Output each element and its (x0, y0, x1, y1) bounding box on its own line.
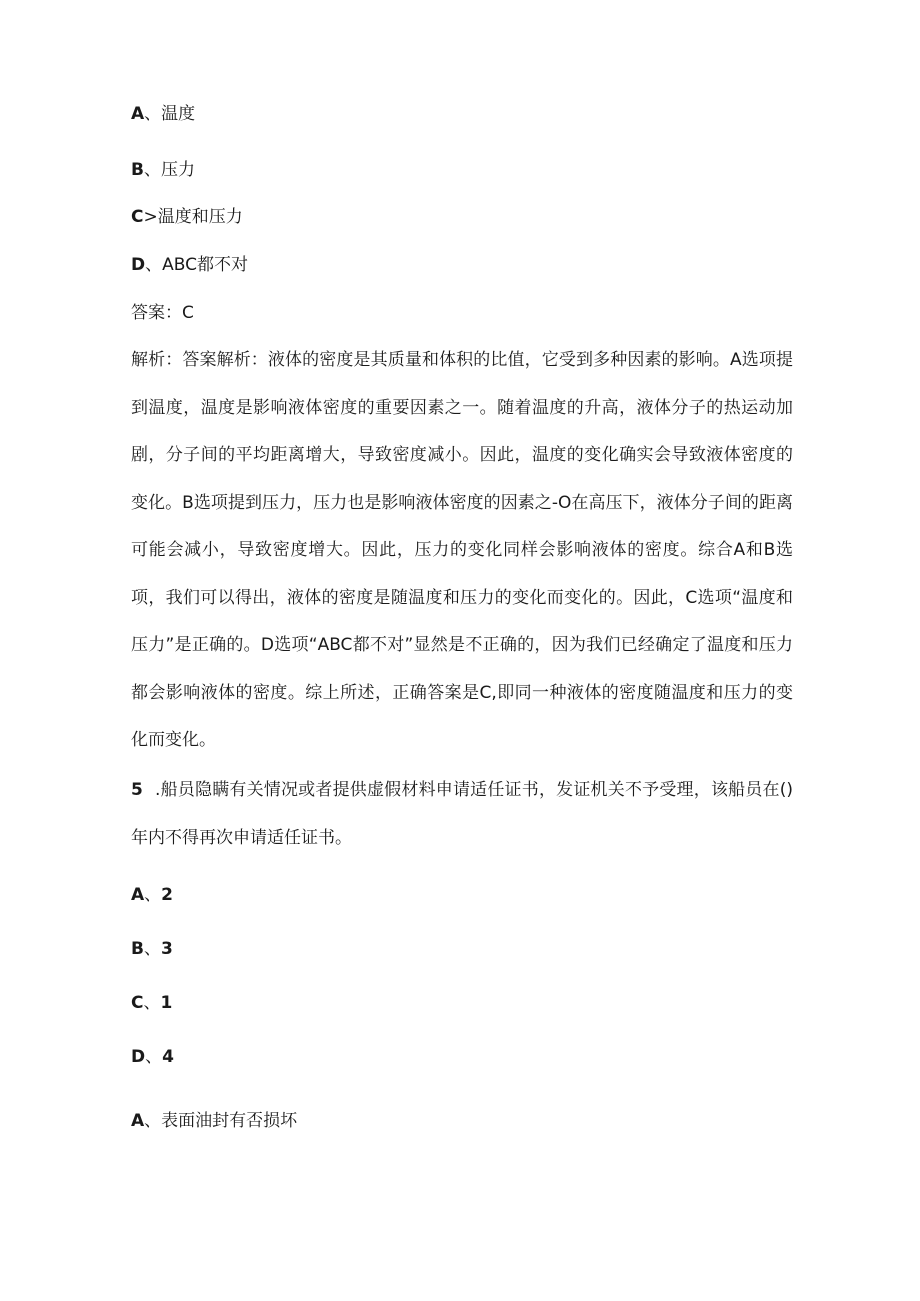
option-c (131, 207, 243, 227)
question-text: .船员隐瞒有关情况或者提供虚假材料申请适任证书，发证机关不予受理，该船员在()年内不得再次申请适任证书。 (131, 780, 793, 848)
q5-option-a (131, 885, 173, 905)
option-letter: A (131, 885, 145, 905)
option-separator: 、 (145, 1047, 163, 1067)
question-5 (131, 767, 793, 862)
option-b (131, 160, 195, 180)
option-separator: 、 (144, 885, 162, 905)
option-separator: 、 (143, 993, 161, 1013)
option-text: 2 (161, 885, 174, 905)
option-separator: 、 (145, 255, 163, 275)
answer-line: 答案：C (131, 303, 194, 323)
q5-option-b (131, 939, 173, 959)
option-text: ABC都不对 (162, 255, 248, 275)
option-text: 1 (160, 993, 173, 1013)
option-letter: D (131, 255, 146, 275)
option-letter: A (131, 104, 145, 124)
option-separator: > (143, 207, 158, 227)
next-option-a (131, 1111, 297, 1131)
option-a (131, 104, 195, 124)
question-number: 5 (131, 780, 143, 800)
q5-option-d (131, 1047, 174, 1067)
option-letter: C (131, 207, 144, 227)
analysis-paragraph: 解析：答案解析：液体的密度是其质量和体积的比值，它受到多种因素的影响。A选项提到温度，温度是影响液体密度的重要因素之一。随着温度的升高，液体分子的热运动加剧，分子间的平均距离增大，导致密度减小。因此，温度的变化确实会导致液体密度的变化。B选项提到压力，压力也是影响液体密度的因素之-O在高压下，液体分子间的距离可能会减小，导致密度增大。因此，压力的变化同样会影响液体的密度。综合A和B选项，我们可以得出，液体的密度是随温度和压力的变化而变化的。因此，C选项“温度和压力”是正确的。D选项“ABC都不对”显然是不正确的，因为我们已经确定了温度和压力都会影响液体的密度。综上所述，正确答案是C,即同一种液体的密度随温度和压力的变化而变化。 (131, 350, 793, 750)
option-separator: 、 (143, 160, 161, 180)
option-separator: 、 (144, 1111, 162, 1131)
option-separator: 、 (144, 104, 162, 124)
option-text: 3 (160, 939, 173, 959)
option-text: 温度和压力 (157, 207, 243, 227)
option-d (131, 255, 248, 275)
option-text: 压力 (160, 160, 195, 180)
option-text: 表面油封有否损坏 (161, 1111, 298, 1131)
option-text: 4 (162, 1047, 174, 1067)
option-text: 温度 (161, 104, 196, 124)
option-separator: 、 (143, 939, 161, 959)
option-letter: A (131, 1111, 145, 1131)
option-letter: B (131, 160, 144, 180)
option-letter: B (131, 939, 144, 959)
option-letter: C (131, 993, 144, 1013)
option-letter: D (131, 1047, 146, 1067)
q5-option-c (131, 993, 172, 1013)
